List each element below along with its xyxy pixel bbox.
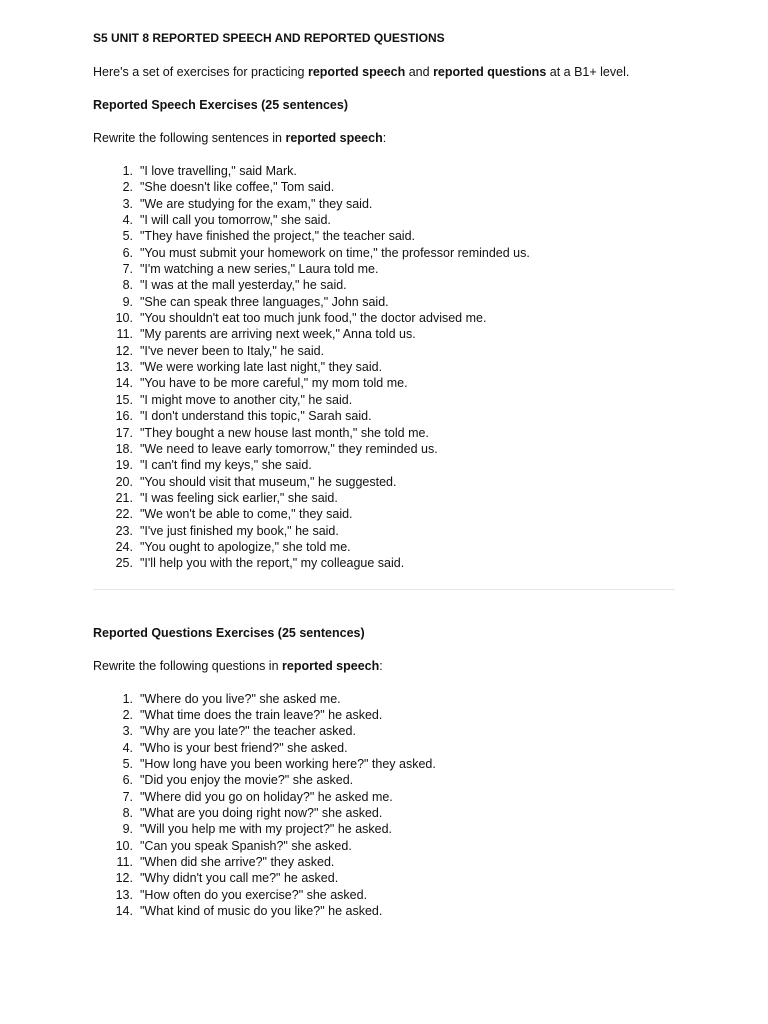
list-item-text: "When did she arrive?" they asked. xyxy=(140,855,335,870)
list-item-number: 3. xyxy=(122,724,133,739)
list-item-text: "You should visit that museum," he suggested. xyxy=(140,474,397,489)
list-item-number: 7. xyxy=(122,789,133,804)
list-item xyxy=(93,425,675,441)
list-item xyxy=(93,375,675,391)
list-item-number: 20. xyxy=(115,474,133,489)
list-item-text: "Where did you go on holiday?" he asked me. xyxy=(140,789,393,804)
list-item xyxy=(93,506,675,522)
list-item-number: 2. xyxy=(122,707,133,722)
list-item-text: "We need to leave early tomorrow," they reminded us. xyxy=(140,441,438,456)
list-item xyxy=(93,277,675,293)
list-item xyxy=(93,310,675,326)
list-item-number: 18. xyxy=(115,441,133,456)
list-item-number: 11. xyxy=(116,855,133,870)
list-item xyxy=(93,245,675,261)
list-item-number: 14. xyxy=(115,904,133,919)
list-item xyxy=(93,326,675,342)
list-item-number: 24. xyxy=(115,539,133,554)
list-item xyxy=(93,854,675,870)
list-item-number: 13. xyxy=(115,887,133,902)
list-item xyxy=(93,539,675,555)
list-item-number: 4. xyxy=(122,213,133,228)
list-item xyxy=(93,870,675,886)
list-item-text: "She can speak three languages," John said. xyxy=(140,294,389,309)
list-item-text: "I can't find my keys," she said. xyxy=(140,458,312,473)
list-item xyxy=(93,408,675,424)
list-item-number: 12. xyxy=(115,343,133,358)
list-item-number: 9. xyxy=(122,294,133,309)
list-item-text: "We were working late last night," they said. xyxy=(140,360,383,375)
list-item-number: 14. xyxy=(115,376,133,391)
list-item-text: "I was at the mall yesterday," he said. xyxy=(140,278,347,293)
list-item xyxy=(93,196,675,212)
list-item xyxy=(93,555,675,571)
list-item-text: "What time does the train leave?" he asked. xyxy=(140,707,383,722)
list-item-number: 10. xyxy=(115,838,133,853)
instruction-text-end: : xyxy=(382,131,387,145)
list-item-text: "What kind of music do you like?" he asked. xyxy=(140,904,383,919)
list-item-number: 6. xyxy=(122,245,133,260)
list-item xyxy=(93,441,675,457)
list-item-number: 2. xyxy=(122,180,133,195)
list-item-text: "They bought a new house last month," she told me. xyxy=(140,425,429,440)
list-item-number: 13. xyxy=(115,360,133,375)
section-heading-reported-questions: Reported Questions Exercises (25 sentences) xyxy=(93,625,365,640)
list-item-text: "We won't be able to come," they said. xyxy=(140,507,353,522)
list-item-number: 4. xyxy=(122,740,133,755)
list-item-text: "I love travelling," said Mark. xyxy=(140,164,297,178)
list-item xyxy=(93,691,675,707)
reported-questions-list xyxy=(93,691,675,920)
list-item xyxy=(93,805,675,821)
list-item xyxy=(93,838,675,854)
list-item xyxy=(93,179,675,195)
list-item-text: "How long have you been working here?" they asked. xyxy=(140,756,436,771)
list-item-text: "You shouldn't eat too much junk food," the doctor advised me. xyxy=(140,311,487,326)
list-item-number: 3. xyxy=(122,196,133,211)
list-item-text: "Will you help me with my project?" he asked. xyxy=(140,822,393,837)
list-item-text: "You have to be more careful," my mom told me. xyxy=(140,376,408,391)
list-item xyxy=(93,261,675,277)
list-item xyxy=(93,772,675,788)
list-item-number: 8. xyxy=(122,806,133,820)
list-item xyxy=(93,821,675,837)
list-item-text: "Did you enjoy the movie?" she asked. xyxy=(140,773,354,788)
list-item-number: 21. xyxy=(115,490,133,505)
section-heading-reported-speech: Reported Speech Exercises (25 sentences) xyxy=(93,98,348,112)
intro-text-start: Here's a set of exercises for practicing xyxy=(93,65,308,79)
instruction-reported-speech xyxy=(93,130,675,146)
reported-speech-list xyxy=(93,163,675,572)
list-item-text: "Who is your best friend?" she asked. xyxy=(140,740,348,755)
list-item xyxy=(93,163,675,179)
list-item-text: "I was feeling sick earlier," she said. xyxy=(140,490,338,505)
list-item xyxy=(93,228,675,244)
list-item-text: "I've just finished my book," he said. xyxy=(140,523,339,538)
list-item-number: 17. xyxy=(115,425,133,440)
intro-bold-reported-questions: reported questions xyxy=(433,65,547,79)
list-item-number: 15. xyxy=(115,392,133,407)
list-item-number: 1. xyxy=(122,164,133,178)
document-title: S5 UNIT 8 REPORTED SPEECH AND REPORTED QUESTIONS xyxy=(93,31,445,45)
list-item-text: "How often do you exercise?" she asked. xyxy=(140,887,368,902)
list-item-number: 12. xyxy=(115,871,133,886)
instruction-bold: reported speech xyxy=(285,131,383,145)
list-item xyxy=(93,490,675,506)
list-item xyxy=(93,457,675,473)
list-item-text: "You must submit your homework on time," the professor reminded us. xyxy=(140,245,530,260)
list-item-text: "I don't understand this topic," Sarah said. xyxy=(140,409,372,424)
list-item xyxy=(93,474,675,490)
list-item-number: 16. xyxy=(115,409,133,424)
intro-bold-reported-speech: reported speech xyxy=(307,65,406,79)
list-item-number: 8. xyxy=(122,278,133,293)
list-item xyxy=(93,359,675,375)
list-item-number: 23. xyxy=(115,523,133,538)
list-item xyxy=(93,723,675,739)
instruction-bold: reported speech xyxy=(282,658,380,673)
intro-paragraph xyxy=(93,64,675,80)
document-page xyxy=(93,30,675,919)
list-item-text: "I might move to another city," he said. xyxy=(140,392,353,407)
list-item xyxy=(93,343,675,359)
list-item-text: "I will call you tomorrow," she said. xyxy=(140,213,331,228)
list-item xyxy=(93,212,675,228)
list-item-text: "She doesn't like coffee," Tom said. xyxy=(140,180,335,195)
list-item xyxy=(93,392,675,408)
instruction-text-start: Rewrite the following questions in xyxy=(93,658,282,673)
list-item-text: "They have finished the project," the teacher said. xyxy=(140,229,416,244)
list-item xyxy=(93,756,675,772)
list-item-number: 10. xyxy=(115,311,133,326)
section-divider xyxy=(93,589,675,590)
list-item-number: 22. xyxy=(115,507,133,522)
instruction-reported-questions xyxy=(93,658,675,674)
list-item-number: 19. xyxy=(115,458,133,473)
list-item-text: "Why are you late?" the teacher asked. xyxy=(140,724,356,739)
list-item xyxy=(93,887,675,903)
list-item-text: "You ought to apologize," she told me. xyxy=(140,539,351,554)
list-item-text: "Why didn't you call me?" he asked. xyxy=(140,871,339,886)
list-item-text: "I'll help you with the report," my colleague said. xyxy=(140,556,405,571)
list-item xyxy=(93,523,675,539)
list-item-number: 9. xyxy=(122,822,133,837)
list-item-text: "My parents are arriving next week," Anna told us. xyxy=(140,327,416,342)
list-item-number: 5. xyxy=(122,229,133,244)
instruction-text-start: Rewrite the following sentences in xyxy=(93,131,286,145)
list-item xyxy=(93,789,675,805)
list-item-number: 5. xyxy=(122,756,133,771)
list-item xyxy=(93,903,675,919)
list-item-text: "Can you speak Spanish?" she asked. xyxy=(140,838,352,853)
list-item-number: 7. xyxy=(122,262,133,277)
list-item-text: "What are you doing right now?" she asked. xyxy=(140,806,383,820)
list-item-text: "We are studying for the exam," they said. xyxy=(140,196,373,211)
list-item-text: "I'm watching a new series," Laura told me. xyxy=(140,262,379,277)
list-item-number: 1. xyxy=(122,691,133,706)
list-item xyxy=(93,294,675,310)
list-item-number: 25. xyxy=(115,556,133,571)
list-item-text: "I've never been to Italy," he said. xyxy=(140,343,325,358)
list-item-number: 6. xyxy=(122,773,133,788)
intro-text-end: at a B1+ level. xyxy=(546,65,630,79)
list-item xyxy=(93,740,675,756)
list-item-number: 11. xyxy=(116,327,133,342)
list-item xyxy=(93,707,675,723)
list-item-text: "Where do you live?" she asked me. xyxy=(140,691,341,706)
intro-text-middle: and xyxy=(405,65,434,79)
instruction-text-end: : xyxy=(379,658,383,673)
